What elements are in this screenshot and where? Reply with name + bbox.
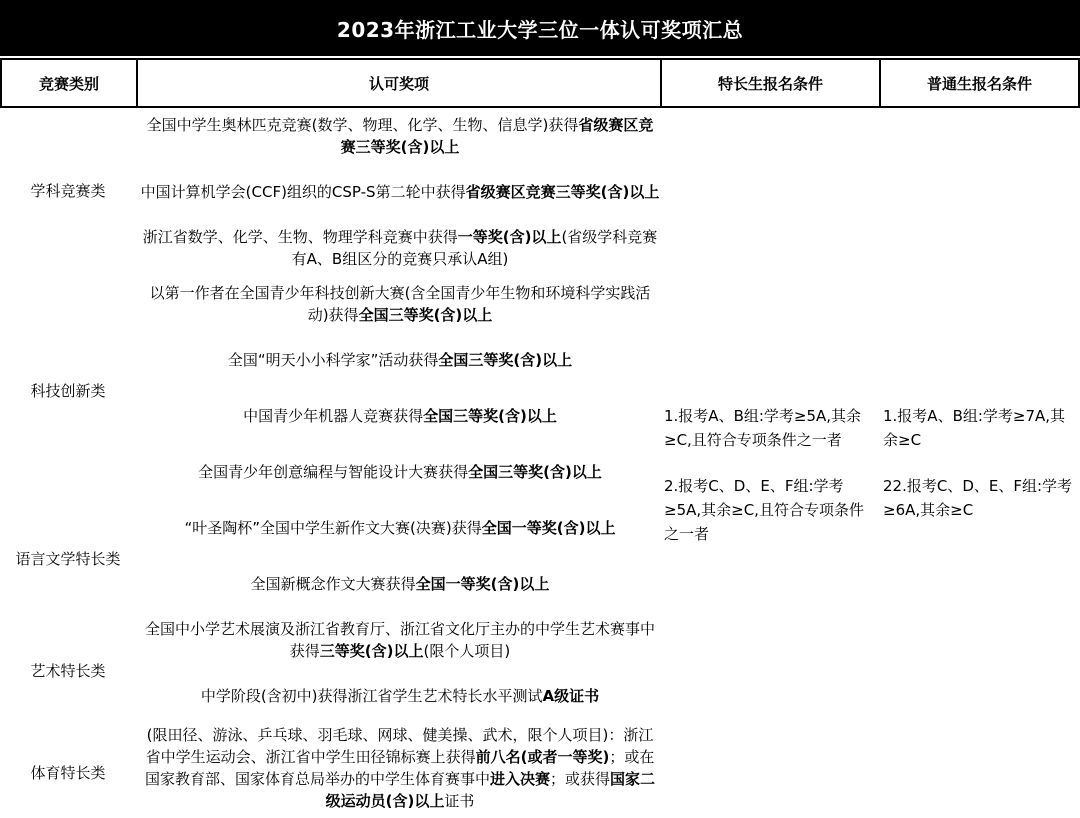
award-item [140,682,660,710]
award-item [140,616,660,664]
award-text [201,685,599,707]
award-highlight: 全国一等奖(含)以上 [415,575,550,593]
award-highlight: 三等奖(含)以上 [319,642,424,660]
award-item [140,722,660,814]
award-item [140,346,660,374]
award-highlight: 全国三等奖(含)以上 [358,306,493,324]
award-text [141,181,660,203]
special-condition-1: 1.报考A、B组:学考≥5A,其余≥C,且符合专项条件之一者 [664,407,862,449]
category-art: 艺术特长类 [30,661,106,680]
category-sports: 体育特长类 [30,763,106,782]
award-text [140,226,660,270]
award-highlight: 一等奖(含)以上 [457,228,562,246]
header-special-conditions: 特长生报名条件 [717,74,823,93]
award-segment: (限田径、游泳、乒乓球、羽毛球、网球、健美操、武术，限个人项目)：浙江省中学生运动会、浙江省中学生田径锦标赛上获得 [145,726,654,766]
award-segment: 中国计算机学会(CCF)组织的CSP-S第二轮中获得 [140,183,466,201]
award-segment: 全国新概念作文大赛获得 [250,575,416,593]
award-segment: 浙江省数学、化学、生物、物理学科竞赛中获得 [142,228,458,246]
award-highlight: (含)以上 [600,183,660,201]
page-title: 2023年浙江工业大学三位一体认可奖项汇总 [0,0,1080,56]
award-text [198,461,602,483]
award-item [140,168,660,216]
award-text [140,618,660,662]
award-item [140,514,660,542]
award-segment: 中国青少年机器人竞赛获得 [243,407,424,425]
award-item [140,458,660,486]
header-awards: 认可奖项 [368,74,429,93]
special-conditions [664,404,876,568]
award-segment: 全国中小学艺术展演及浙江省教育厅、浙江省文化厅主办的中学生艺术赛事中获得 [144,620,655,660]
award-text [251,573,550,595]
category-academic: 学科竞赛类 [30,181,106,200]
award-highlight: 全国一等奖(含)以上 [481,519,616,537]
award-text [243,405,557,427]
award-segment: “叶圣陶杯”全国中学生新作文大赛(决赛)获得 [184,519,482,537]
award-item [140,224,660,272]
category-literature: 语言文学特长类 [15,549,121,568]
award-item [140,280,660,328]
special-condition-2: 2.报考C、D、E、F组:学考≥5A,其余≥C,且符合专项条件之一者 [664,477,864,543]
award-highlight: 省级赛区竞赛三等奖(含)以上 [340,116,654,156]
award-highlight: A级证书 [542,687,600,705]
category-tech-innovation: 科技创新类 [30,381,106,400]
award-text [185,517,616,539]
award-highlight: 全国三等奖(含)以上 [423,407,557,425]
award-highlight: 前八名(或者一等奖) [475,748,610,766]
award-highlight: 国家二级运动员(含)以上 [325,770,656,810]
award-text [140,724,660,812]
award-segment: 全国“明天小小科学家”活动获得 [227,351,439,369]
header-category: 竞赛类别 [38,74,99,93]
regular-condition-2: 22.报考C、D、E、F组:学考≥6A,其余≥C [883,477,1073,519]
award-segment: 中学阶段(含初中)获得浙江省学生艺术特长水平测试 [200,687,543,705]
award-segment: 全国中学生奥林匹克竞赛(数学、物理、化学、生物、信息学)获得 [146,116,579,134]
award-item [140,402,660,430]
award-segment: ；或获得 [550,770,611,788]
award-segment: (限个人项目) [423,642,511,660]
award-text [228,349,572,371]
award-segment: 以第一作者在全国青少年科技创新大赛(含全国青少年生物和环境科学实践活动)获得 [149,284,651,324]
award-segment: 全国青少年创意编程与智能设计大赛获得 [198,463,469,481]
regular-conditions [883,404,1075,544]
award-highlight: 进入决赛 [489,770,550,788]
award-text [140,114,660,158]
award-segment: ；或在国家教育部、国家体育总局举办的中学生体育赛事中 [144,748,655,788]
award-text [140,282,660,326]
award-highlight: 全国三等奖(含)以上 [468,463,602,481]
award-highlight: 省级赛区竞赛三等奖 [465,183,601,201]
award-item [140,570,660,598]
award-segment: (省级学科竞赛有A、B组区分的竞赛只承认A组) [291,228,658,268]
award-highlight: 全国三等奖(含)以上 [438,351,573,369]
award-item [140,112,660,160]
award-segment: 证书 [444,792,475,810]
header-regular-conditions: 普通生报名条件 [926,74,1032,93]
table-header [0,58,1080,108]
regular-condition-1: 1.报考A、B组:学考≥7A,其余≥C [883,407,1066,449]
